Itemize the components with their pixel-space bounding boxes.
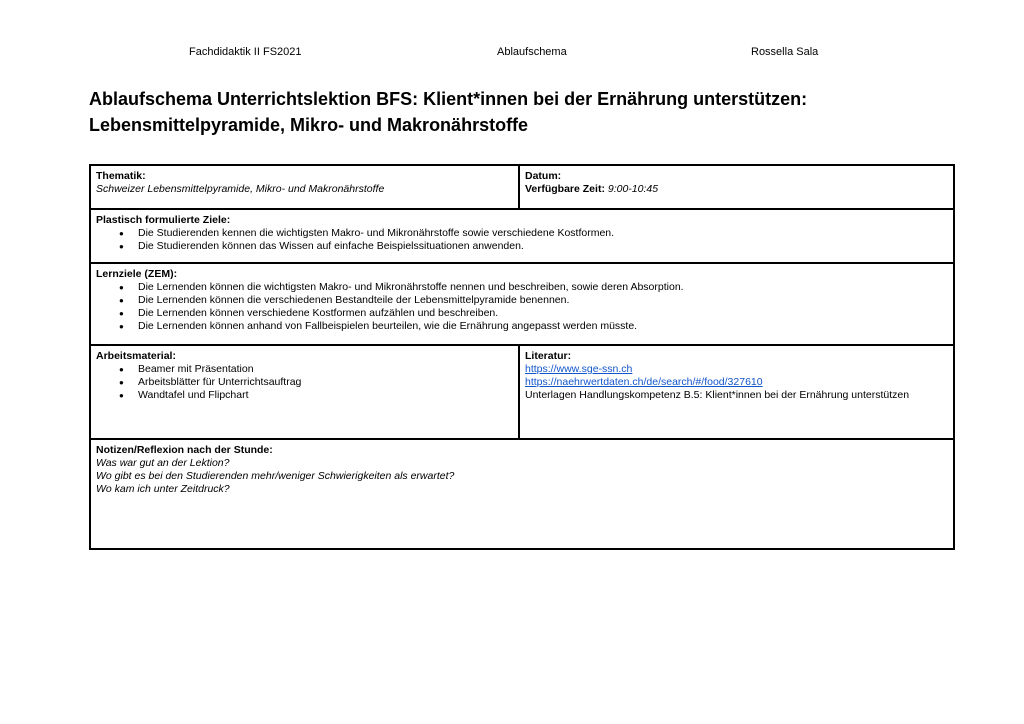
cell-literatur: [519, 345, 954, 439]
literatur-label: Literatur:: [525, 350, 572, 362]
literatur-link-naehrwertdaten[interactable]: https://naehrwertdaten.ch/de/search/#/food/327610: [525, 376, 763, 388]
cell-notizen: [90, 439, 954, 549]
row-notizen: [90, 439, 954, 549]
material-label: Arbeitsmaterial:: [96, 350, 176, 362]
lesson-plan-table: [89, 164, 955, 550]
list-item: ● Die Lernenden können die verschiedenen Bestandteile der Lebensmittelpyramide benennen.: [138, 294, 948, 307]
row-thematik: [90, 165, 954, 209]
page-title: [89, 86, 949, 138]
zeit-label: Verfügbare Zeit:: [525, 183, 605, 195]
cell-datum: [519, 165, 954, 209]
row-ziele: [90, 209, 954, 263]
list-item: ● Arbeitsblätter für Unterrichtsauftrag: [138, 376, 513, 389]
title-line-1: Ablaufschema Unterrichtslektion BFS: Klient*innen bei der Ernährung unterstützen:: [89, 89, 808, 109]
datum-label: Datum:: [525, 170, 562, 182]
list-item: ● Die Lernenden können die wichtigsten Makro- und Mikronährstoffe nennen und beschreiben, sowie deren Absorption.: [138, 281, 948, 294]
lernziele-list: [96, 281, 948, 333]
notizen-question-3: Wo kam ich unter Zeitdruck?: [96, 483, 230, 495]
row-material-literatur: [90, 345, 954, 439]
list-item: ● Die Studierenden können das Wissen auf einfache Beispielssituationen anwenden.: [138, 240, 948, 253]
thematik-label: Thematik:: [96, 170, 146, 182]
literatur-text: Unterlagen Handlungskompetenz B.5: Klient*innen bei der Ernährung unterstützen: [525, 389, 910, 401]
thematik-value: Schweizer Lebensmittelpyramide, Mikro- und Makronährstoffe: [96, 183, 385, 195]
notizen-question-1: Was war gut an der Lektion?: [96, 457, 230, 469]
list-item: ● Die Lernenden können verschiedene Kostformen aufzählen und beschreiben.: [138, 307, 948, 320]
ziele-list: [96, 227, 948, 253]
ziele-label: Plastisch formulierte Ziele:: [96, 214, 231, 226]
title-line-2: Lebensmittelpyramide, Mikro- und Makronährstoffe: [89, 115, 529, 135]
header-doc-type: Ablaufschema: [497, 46, 567, 58]
list-item: ● Die Studierenden kennen die wichtigsten Makro- und Mikronährstoffe sowie verschiedene Kostformen.: [138, 227, 948, 240]
cell-thematik: [90, 165, 519, 209]
list-item: ● Beamer mit Präsentation: [138, 363, 513, 376]
lernziele-label: Lernziele (ZEM):: [96, 268, 178, 280]
header-course: Fachdidaktik II FS2021: [189, 46, 302, 58]
notizen-question-2: Wo gibt es bei den Studierenden mehr/weniger Schwierigkeiten als erwartet?: [96, 470, 455, 482]
notizen-label: Notizen/Reflexion nach der Stunde:: [96, 444, 273, 456]
literatur-link-sge[interactable]: https://www.sge-ssn.ch: [525, 363, 633, 375]
cell-ziele: [90, 209, 954, 263]
cell-material: [90, 345, 519, 439]
row-lernziele: [90, 263, 954, 345]
list-item: ● Wandtafel und Flipchart: [138, 389, 513, 402]
header-author: Rossella Sala: [751, 46, 819, 58]
zeit-value: 9:00-10:45: [607, 183, 659, 195]
cell-lernziele: [90, 263, 954, 345]
material-list: [96, 363, 513, 402]
list-item: ● Die Lernenden können anhand von Fallbeispielen beurteilen, wie die Ernährung angepasst werden müsste.: [138, 320, 948, 333]
